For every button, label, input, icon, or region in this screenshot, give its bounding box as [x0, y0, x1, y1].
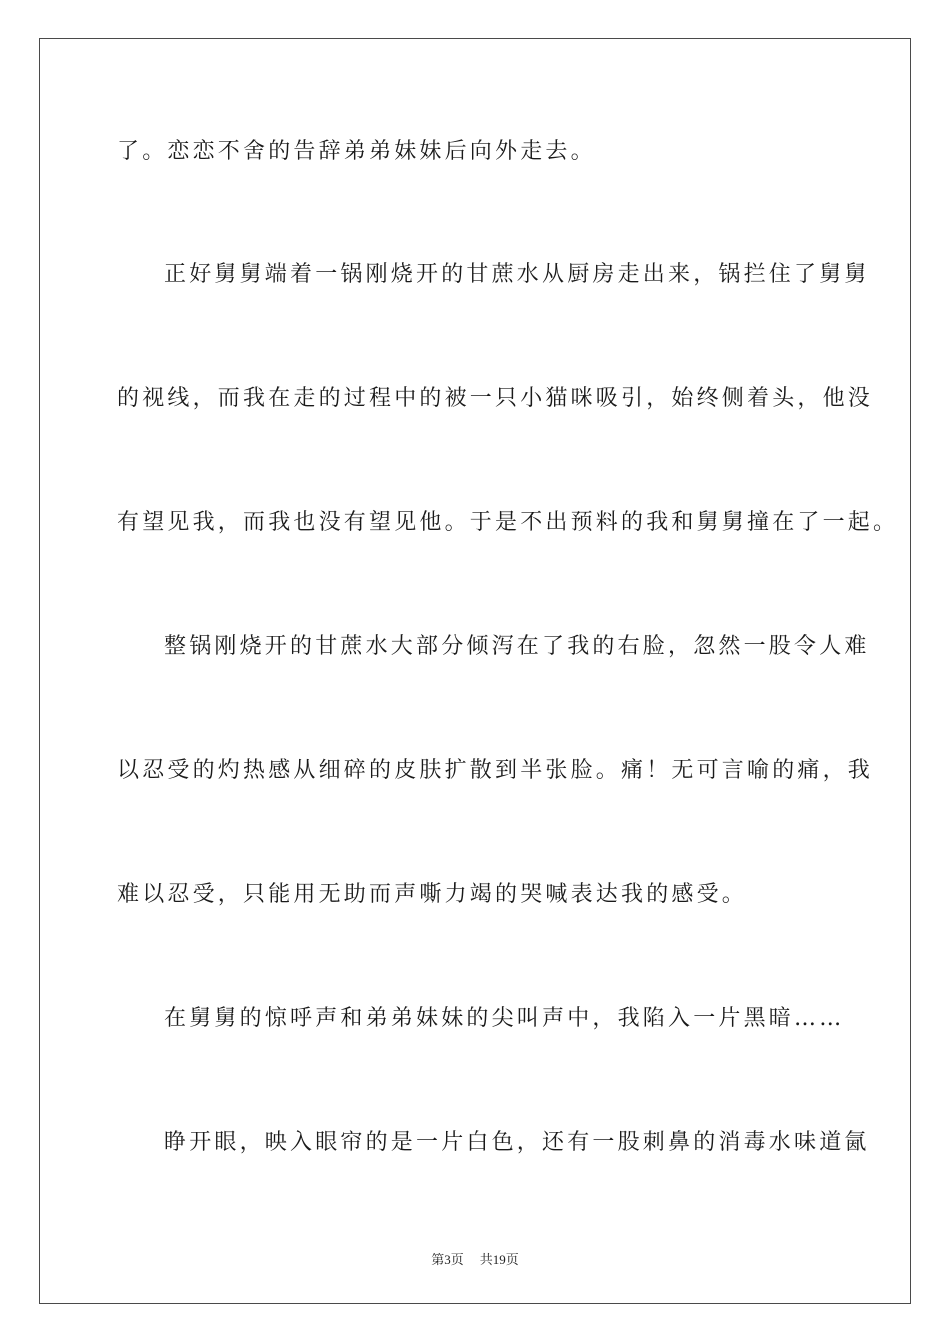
- paragraph-start-line: 在舅舅的惊呼声和弟弟妹妹的尖叫声中，我陷入一片黑暗……: [164, 1006, 845, 1031]
- page-number: 第3页: [431, 1252, 464, 1267]
- page-footer: [0, 1249, 950, 1268]
- paragraph-start-line: 睁开眼，映入眼帘的是一片白色，还有一股刺鼻的消毒水味道氤: [164, 1130, 870, 1155]
- paragraph-start-line: 正好舅舅端着一锅刚烧开的甘蔗水从厨房走出来，锅拦住了舅舅: [164, 262, 870, 287]
- page-border: [39, 38, 911, 1304]
- text-line: 难以忍受，只能用无助而声嘶力竭的哭喊表达我的感受。: [117, 882, 748, 907]
- paragraph-start-line: 整锅刚烧开的甘蔗水大部分倾泻在了我的右脸，忽然一股令人难: [164, 634, 870, 659]
- total-pages: 共19页: [479, 1252, 519, 1267]
- text-line: 了。恋恋不舍的告辞弟弟妹妹后向外走去。: [117, 139, 596, 164]
- text-line: 的视线，而我在走的过程中的被一只小猫咪吸引，始终侧着头，他没: [117, 386, 874, 411]
- text-line: 有望见我，而我也没有望见他。于是不出预料的我和舅舅撞在了一起。: [117, 510, 899, 535]
- text-line: 以忍受的灼热感从细碎的皮肤扩散到半张脸。痛！无可言喻的痛，我: [117, 758, 874, 783]
